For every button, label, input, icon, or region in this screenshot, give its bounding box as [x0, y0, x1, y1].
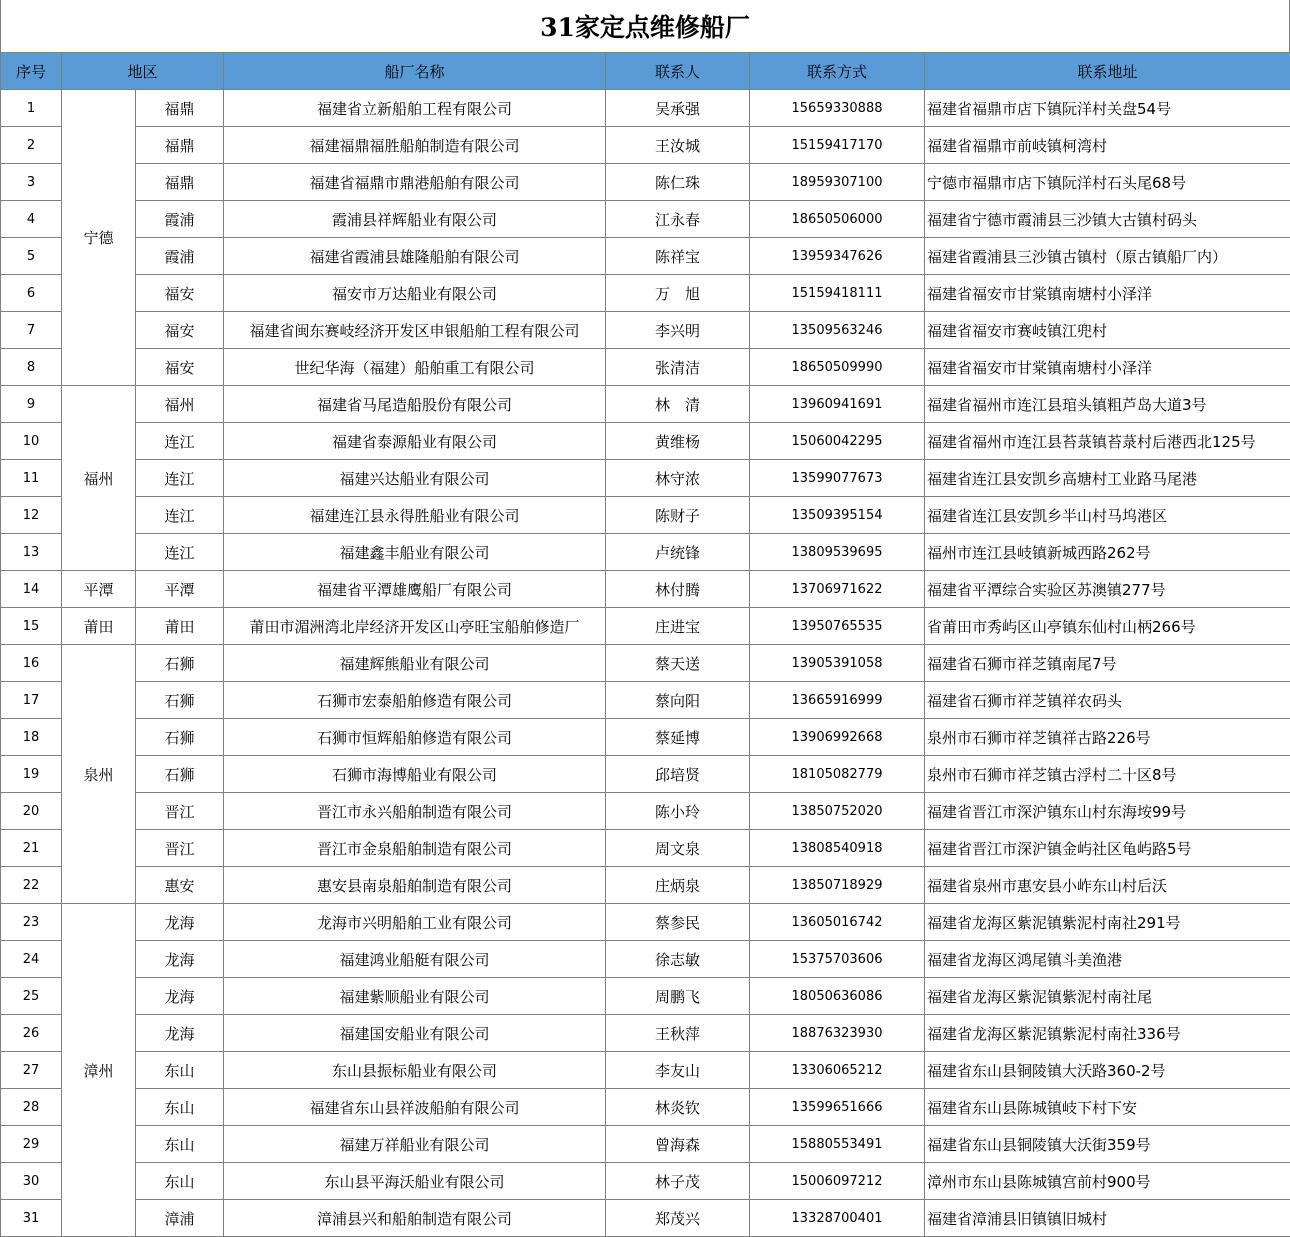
county-cell: 东山 [136, 1052, 224, 1089]
phone-cell: 13706971622 [750, 571, 925, 608]
table-row [1, 756, 1290, 793]
seq-cell: 15 [1, 608, 62, 645]
table-row [1, 793, 1290, 830]
county-cell: 石狮 [136, 756, 224, 793]
address-cell: 福建省石狮市祥芝镇祥农码头 [925, 682, 1290, 719]
address-cell: 福建省晋江市深沪镇金屿社区龟屿路5号 [925, 830, 1290, 867]
address-cell: 福建省福安市赛岐镇江兜村 [925, 312, 1290, 349]
contact-cell: 吴承强 [606, 90, 750, 127]
seq-cell: 21 [1, 830, 62, 867]
address-cell: 福建省晋江市深沪镇东山村东海垵99号 [925, 793, 1290, 830]
phone-cell: 15880553491 [750, 1126, 925, 1163]
table-row [1, 1163, 1290, 1200]
county-cell: 东山 [136, 1163, 224, 1200]
address-cell: 福建省福州市连江县苔菉镇苔菉村后港西北125号 [925, 423, 1290, 460]
seq-cell: 18 [1, 719, 62, 756]
seq-cell: 14 [1, 571, 62, 608]
phone-cell: 18650509990 [750, 349, 925, 386]
phone-cell: 13906992668 [750, 719, 925, 756]
phone-cell: 13850718929 [750, 867, 925, 904]
header-phone: 联系方式 [750, 53, 925, 90]
shipyard-name-cell: 福建省福鼎市鼎港船舶有限公司 [224, 164, 606, 201]
contact-cell: 邱培贤 [606, 756, 750, 793]
shipyard-table [0, 52, 1290, 1237]
seq-cell: 31 [1, 1200, 62, 1237]
county-cell: 惠安 [136, 867, 224, 904]
seq-cell: 23 [1, 904, 62, 941]
phone-cell: 13665916999 [750, 682, 925, 719]
phone-cell: 13509563246 [750, 312, 925, 349]
table-row [1, 534, 1290, 571]
header-contact: 联系人 [606, 53, 750, 90]
county-cell: 平潭 [136, 571, 224, 608]
contact-cell: 徐志敏 [606, 941, 750, 978]
phone-cell: 13605016742 [750, 904, 925, 941]
county-cell: 龙海 [136, 978, 224, 1015]
shipyard-name-cell: 晋江市金泉船舶制造有限公司 [224, 830, 606, 867]
seq-cell: 5 [1, 238, 62, 275]
address-cell: 福建省福安市甘棠镇南塘村小泽洋 [925, 275, 1290, 312]
county-cell: 霞浦 [136, 201, 224, 238]
county-cell: 晋江 [136, 830, 224, 867]
county-cell: 福鼎 [136, 127, 224, 164]
county-cell: 福安 [136, 312, 224, 349]
contact-cell: 郑茂兴 [606, 1200, 750, 1237]
shipyard-name-cell: 福建辉熊船业有限公司 [224, 645, 606, 682]
seq-cell: 1 [1, 90, 62, 127]
phone-cell: 18105082779 [750, 756, 925, 793]
address-cell: 福建省龙海区紫泥镇紫泥村南社291号 [925, 904, 1290, 941]
contact-cell: 陈祥宝 [606, 238, 750, 275]
seq-cell: 7 [1, 312, 62, 349]
phone-cell: 18876323930 [750, 1015, 925, 1052]
address-cell: 福建省泉州市惠安县小岞东山村后沃 [925, 867, 1290, 904]
table-row [1, 497, 1290, 534]
seq-cell: 24 [1, 941, 62, 978]
phone-cell: 13808540918 [750, 830, 925, 867]
table-row [1, 1052, 1290, 1089]
shipyard-name-cell: 福建兴达船业有限公司 [224, 460, 606, 497]
phone-cell: 13905391058 [750, 645, 925, 682]
contact-cell: 张清洁 [606, 349, 750, 386]
seq-cell: 25 [1, 978, 62, 1015]
county-cell: 福安 [136, 275, 224, 312]
seq-cell: 28 [1, 1089, 62, 1126]
shipyard-name-cell: 福建省东山县祥波船舶有限公司 [224, 1089, 606, 1126]
contact-cell: 王秋萍 [606, 1015, 750, 1052]
table-row [1, 1089, 1290, 1126]
county-cell: 福安 [136, 349, 224, 386]
seq-cell: 12 [1, 497, 62, 534]
table-row [1, 312, 1290, 349]
address-cell: 福建省东山县铜陵镇大沃街359号 [925, 1126, 1290, 1163]
table-row [1, 238, 1290, 275]
city-cell: 泉州 [62, 645, 136, 904]
seq-cell: 30 [1, 1163, 62, 1200]
contact-cell: 陈小玲 [606, 793, 750, 830]
address-cell: 福建省东山县陈城镇岐下村下安 [925, 1089, 1290, 1126]
contact-cell: 蔡天送 [606, 645, 750, 682]
phone-cell: 15659330888 [750, 90, 925, 127]
shipyard-name-cell: 龙海市兴明船舶工业有限公司 [224, 904, 606, 941]
city-cell: 漳州 [62, 904, 136, 1237]
shipyard-name-cell: 莆田市湄洲湾北岸经济开发区山亭旺宝船舶修造厂 [224, 608, 606, 645]
table-row [1, 1200, 1290, 1237]
seq-cell: 2 [1, 127, 62, 164]
address-cell: 宁德市福鼎市店下镇阮洋村石头尾68号 [925, 164, 1290, 201]
county-cell: 龙海 [136, 941, 224, 978]
shipyard-name-cell: 福建省立新船舶工程有限公司 [224, 90, 606, 127]
county-cell: 漳浦 [136, 1200, 224, 1237]
phone-cell: 13960941691 [750, 386, 925, 423]
shipyard-name-cell: 石狮市恒辉船舶修造有限公司 [224, 719, 606, 756]
address-cell: 福建省福鼎市前岐镇柯湾村 [925, 127, 1290, 164]
seq-cell: 16 [1, 645, 62, 682]
shipyard-name-cell: 石狮市宏泰船舶修造有限公司 [224, 682, 606, 719]
contact-cell: 陈财子 [606, 497, 750, 534]
phone-cell: 15159417170 [750, 127, 925, 164]
county-cell: 石狮 [136, 682, 224, 719]
address-cell: 福建省龙海区紫泥镇紫泥村南社336号 [925, 1015, 1290, 1052]
shipyard-name-cell: 福建鑫丰船业有限公司 [224, 534, 606, 571]
shipyard-name-cell: 福建省泰源船业有限公司 [224, 423, 606, 460]
phone-cell: 15006097212 [750, 1163, 925, 1200]
contact-cell: 周文泉 [606, 830, 750, 867]
contact-cell: 林炎钦 [606, 1089, 750, 1126]
phone-cell: 15159418111 [750, 275, 925, 312]
city-cell: 宁德 [62, 90, 136, 386]
table-row [1, 423, 1290, 460]
table-row [1, 867, 1290, 904]
shipyard-name-cell: 福建省闽东赛岐经济开发区申银船舶工程有限公司 [224, 312, 606, 349]
contact-cell: 陈仁珠 [606, 164, 750, 201]
seq-cell: 8 [1, 349, 62, 386]
seq-cell: 20 [1, 793, 62, 830]
address-cell: 泉州市石狮市祥芝镇古浮村二十区8号 [925, 756, 1290, 793]
address-cell: 福建省龙海区鸿尾镇斗美渔港 [925, 941, 1290, 978]
county-cell: 霞浦 [136, 238, 224, 275]
county-cell: 福州 [136, 386, 224, 423]
shipyard-name-cell: 福建福鼎福胜船舶制造有限公司 [224, 127, 606, 164]
county-cell: 福鼎 [136, 90, 224, 127]
address-cell: 福建省霞浦县三沙镇古镇村（原古镇船厂内） [925, 238, 1290, 275]
phone-cell: 13599651666 [750, 1089, 925, 1126]
table-row [1, 830, 1290, 867]
table-row [1, 275, 1290, 312]
seq-cell: 22 [1, 867, 62, 904]
shipyard-name-cell: 福建万祥船业有限公司 [224, 1126, 606, 1163]
address-cell: 福建省宁德市霞浦县三沙镇大古镇村码头 [925, 201, 1290, 238]
phone-cell: 13959347626 [750, 238, 925, 275]
table-row [1, 349, 1290, 386]
header-address: 联系地址 [925, 53, 1290, 90]
table-row [1, 978, 1290, 1015]
county-cell: 龙海 [136, 904, 224, 941]
contact-cell: 庄炳泉 [606, 867, 750, 904]
contact-cell: 蔡向阳 [606, 682, 750, 719]
contact-cell: 李兴明 [606, 312, 750, 349]
contact-cell: 蔡参民 [606, 904, 750, 941]
county-cell: 石狮 [136, 645, 224, 682]
table-row [1, 645, 1290, 682]
contact-cell: 江永春 [606, 201, 750, 238]
county-cell: 石狮 [136, 719, 224, 756]
seq-cell: 11 [1, 460, 62, 497]
header-row [1, 53, 1290, 90]
table-row [1, 460, 1290, 497]
shipyard-name-cell: 福建紫顺船业有限公司 [224, 978, 606, 1015]
address-cell: 福建省福安市甘棠镇南塘村小泽洋 [925, 349, 1290, 386]
address-cell: 福建省平潭综合实验区苏澳镇277号 [925, 571, 1290, 608]
shipyard-name-cell: 石狮市海博船业有限公司 [224, 756, 606, 793]
contact-cell: 林 清 [606, 386, 750, 423]
contact-cell: 林守浓 [606, 460, 750, 497]
seq-cell: 10 [1, 423, 62, 460]
contact-cell: 林付腾 [606, 571, 750, 608]
contact-cell: 万 旭 [606, 275, 750, 312]
address-cell: 省莆田市秀屿区山亭镇东仙村山柄266号 [925, 608, 1290, 645]
table-row [1, 127, 1290, 164]
shipyard-name-cell: 惠安县南泉船舶制造有限公司 [224, 867, 606, 904]
table-row [1, 941, 1290, 978]
table-row [1, 164, 1290, 201]
phone-cell: 13809539695 [750, 534, 925, 571]
header-seq: 序号 [1, 53, 62, 90]
shipyard-name-cell: 晋江市永兴船舶制造有限公司 [224, 793, 606, 830]
seq-cell: 9 [1, 386, 62, 423]
shipyard-name-cell: 福建省马尾造船股份有限公司 [224, 386, 606, 423]
shipyard-name-cell: 霞浦县祥辉船业有限公司 [224, 201, 606, 238]
table-row [1, 571, 1290, 608]
shipyard-name-cell: 东山县振标船业有限公司 [224, 1052, 606, 1089]
table-row [1, 682, 1290, 719]
city-cell: 莆田 [62, 608, 136, 645]
phone-cell: 13509395154 [750, 497, 925, 534]
shipyard-name-cell: 福建连江县永得胜船业有限公司 [224, 497, 606, 534]
county-cell: 东山 [136, 1089, 224, 1126]
header-region: 地区 [62, 53, 224, 90]
seq-cell: 17 [1, 682, 62, 719]
address-cell: 漳州市东山县陈城镇宫前村900号 [925, 1163, 1290, 1200]
county-cell: 莆田 [136, 608, 224, 645]
address-cell: 福建省福州市连江县琯头镇粗芦岛大道3号 [925, 386, 1290, 423]
phone-cell: 13850752020 [750, 793, 925, 830]
contact-cell: 周鹏飞 [606, 978, 750, 1015]
shipyard-name-cell: 世纪华海（福建）船舶重工有限公司 [224, 349, 606, 386]
shipyard-name-cell: 福建国安船业有限公司 [224, 1015, 606, 1052]
table-row [1, 386, 1290, 423]
table-row [1, 1126, 1290, 1163]
city-cell: 福州 [62, 386, 136, 571]
seq-cell: 27 [1, 1052, 62, 1089]
address-cell: 福建省福鼎市店下镇阮洋村关盘54号 [925, 90, 1290, 127]
phone-cell: 13328700401 [750, 1200, 925, 1237]
seq-cell: 4 [1, 201, 62, 238]
seq-cell: 3 [1, 164, 62, 201]
phone-cell: 18959307100 [750, 164, 925, 201]
county-cell: 连江 [136, 460, 224, 497]
shipyard-name-cell: 福安市万达船业有限公司 [224, 275, 606, 312]
phone-cell: 13599077673 [750, 460, 925, 497]
address-cell: 福建省石狮市祥芝镇南尾7号 [925, 645, 1290, 682]
county-cell: 连江 [136, 497, 224, 534]
table-row [1, 719, 1290, 756]
county-cell: 龙海 [136, 1015, 224, 1052]
phone-cell: 15375703606 [750, 941, 925, 978]
county-cell: 东山 [136, 1126, 224, 1163]
address-cell: 泉州市石狮市祥芝镇祥古路226号 [925, 719, 1290, 756]
address-cell: 福建省漳浦县旧镇镇旧城村 [925, 1200, 1290, 1237]
table-row [1, 1015, 1290, 1052]
contact-cell: 李友山 [606, 1052, 750, 1089]
seq-cell: 29 [1, 1126, 62, 1163]
page-title: 31家定点维修船厂 [0, 0, 1290, 52]
contact-cell: 曾海森 [606, 1126, 750, 1163]
county-cell: 连江 [136, 534, 224, 571]
shipyard-name-cell: 福建省平潭雄鹰船厂有限公司 [224, 571, 606, 608]
shipyard-name-cell: 福建鸿业船艇有限公司 [224, 941, 606, 978]
county-cell: 福鼎 [136, 164, 224, 201]
shipyard-name-cell: 东山县平海沃船业有限公司 [224, 1163, 606, 1200]
contact-cell: 蔡延博 [606, 719, 750, 756]
phone-cell: 18650506000 [750, 201, 925, 238]
contact-cell: 林子茂 [606, 1163, 750, 1200]
seq-cell: 6 [1, 275, 62, 312]
table-row [1, 90, 1290, 127]
county-cell: 晋江 [136, 793, 224, 830]
address-cell: 福州市连江县岐镇新城西路262号 [925, 534, 1290, 571]
contact-cell: 黄维杨 [606, 423, 750, 460]
address-cell: 福建省连江县安凯乡半山村马坞港区 [925, 497, 1290, 534]
table-row [1, 608, 1290, 645]
address-cell: 福建省东山县铜陵镇大沃路360-2号 [925, 1052, 1290, 1089]
address-cell: 福建省龙海区紫泥镇紫泥村南社尾 [925, 978, 1290, 1015]
phone-cell: 13950765535 [750, 608, 925, 645]
contact-cell: 庄进宝 [606, 608, 750, 645]
seq-cell: 26 [1, 1015, 62, 1052]
shipyard-name-cell: 漳浦县兴和船舶制造有限公司 [224, 1200, 606, 1237]
phone-cell: 18050636086 [750, 978, 925, 1015]
city-cell: 平潭 [62, 571, 136, 608]
shipyard-name-cell: 福建省霞浦县雄隆船舶有限公司 [224, 238, 606, 275]
phone-cell: 15060042295 [750, 423, 925, 460]
contact-cell: 王汝城 [606, 127, 750, 164]
table-row [1, 904, 1290, 941]
contact-cell: 卢统锋 [606, 534, 750, 571]
address-cell: 福建省连江县安凯乡高塘村工业路马尾港 [925, 460, 1290, 497]
header-name: 船厂名称 [224, 53, 606, 90]
table-row [1, 201, 1290, 238]
county-cell: 连江 [136, 423, 224, 460]
seq-cell: 13 [1, 534, 62, 571]
seq-cell: 19 [1, 756, 62, 793]
phone-cell: 13306065212 [750, 1052, 925, 1089]
